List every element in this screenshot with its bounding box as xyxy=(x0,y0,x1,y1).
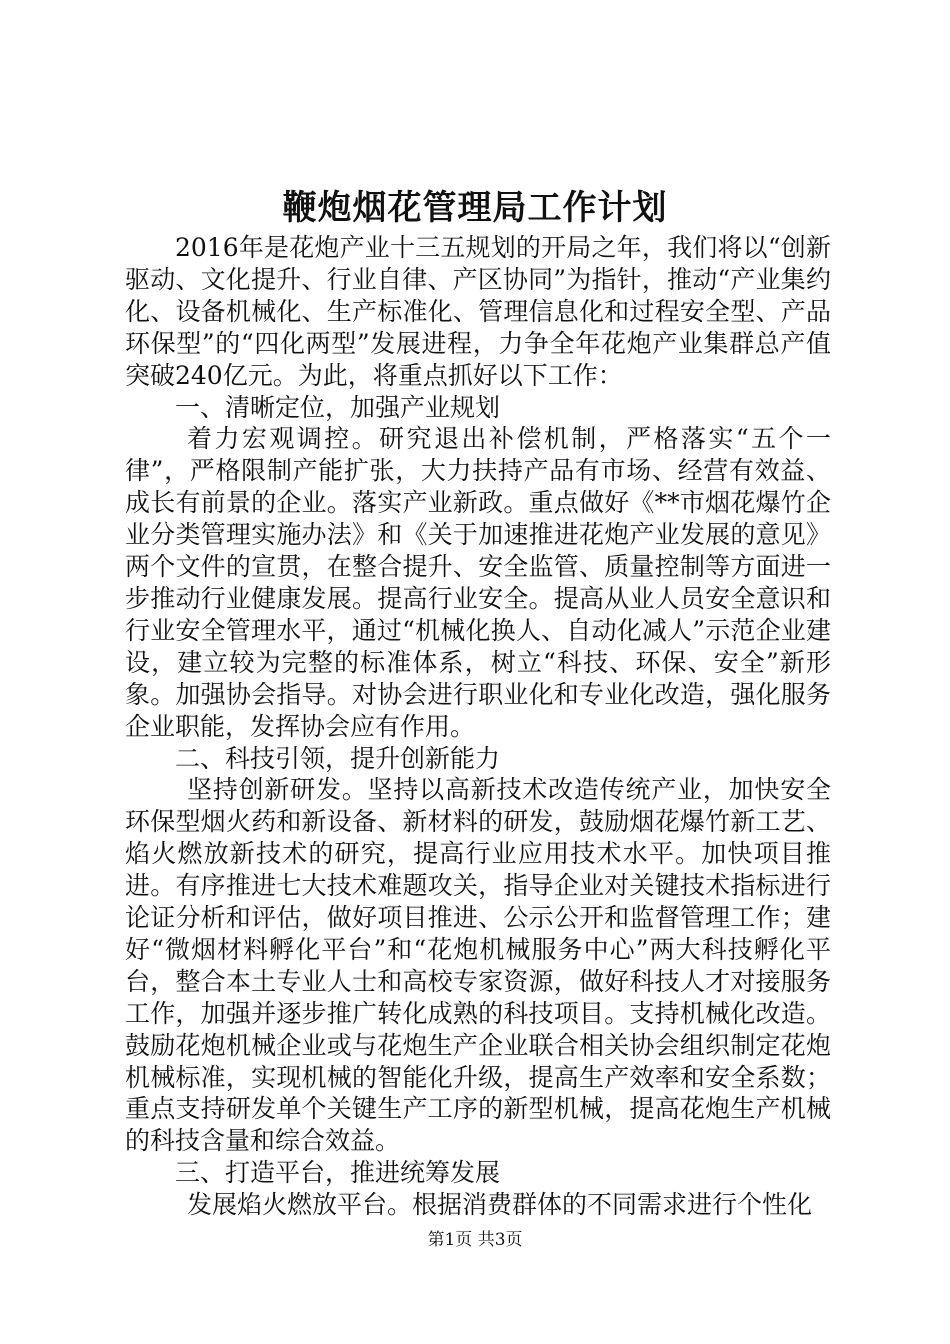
section-3-paragraph: 发展焰火燃放平台。根据消费群体的不同需求进行个性化 xyxy=(187,1190,813,1220)
section-heading-2: 二、科技引领，提升创新能力 xyxy=(175,743,501,773)
section-heading-3: 三、打造平台，推进统筹发展 xyxy=(175,1158,501,1188)
section-heading-1: 一、清晰定位，加强产业规划 xyxy=(175,392,501,422)
section-1-paragraph: 着力宏观调控。研究退出补偿机制，严格落实“五个一律”，严格限制产能扩张，大力扶持产品有市场、经营有效益、成长有前景的企业。落实产业新政。重点做好《**市烟花爆竹企业分类管理实施办法》和《关于加速推进花炮产业发展的意见》两个文件的宣贯，在整合提升、安全监管、质量控制等方面进一步推动行业健康发展。提高行业安全。提高从业人员安全意识和行业安全管理水平，通过“机械化换人、自动化减人”示范企业建设，建立较为完整的标准体系，树立“科技、环保、安全”新形象。加强协会指导。对协会进行职业化和专业化改造，强化服务企业职能，发挥协会应有作用。 xyxy=(125,424,831,741)
document-title: 鞭炮烟花管理局工作计划 xyxy=(282,188,668,228)
section-2-paragraph: 坚持创新研发。坚持以高新技术改造传统产业，加快安全环保型烟火药和新设备、新材料的研发，鼓励烟花爆竹新工艺、焰火燃放新技术的研究，提高行业应用技术水平。加快项目推进。有序推进七大技术难题攻关，指导企业对关键技术指标进行论证分析和评估，做好项目推进、公示公开和监督管理工作；建好“微烟材料孵化平台”和“花炮机械服务中心”两大科技孵化平台，整合本土专业人士和高校专家资源，做好科技人才对接服务工作，加强并逐步推广转化成熟的科技项目。支持机械化改造。鼓励花炮机械企业或与花炮生产企业联合相关协会组织制定花炮机械标准，实现机械的智能化升级，提高生产效率和安全系数；重点支持研发单个关键生产工序的新型机械，提高花炮生产机械的科技含量和综合效益。 xyxy=(125,775,831,1156)
intro-paragraph: 2016年是花炮产业十三五规划的开局之年，我们将以“创新驱动、文化提升、行业自律、产区协同”为指针，推动“产业集约化、设备机械化、生产标准化、管理信息化和过程安全型、产品环保型”的“四化两型”发展进程，力争全年花炮产业集群总产值突破240亿元。为此，将重点抓好以下工作： xyxy=(125,233,831,390)
page-footer: 第1页 共3页 xyxy=(427,1230,523,1250)
document-body xyxy=(125,232,831,1221)
